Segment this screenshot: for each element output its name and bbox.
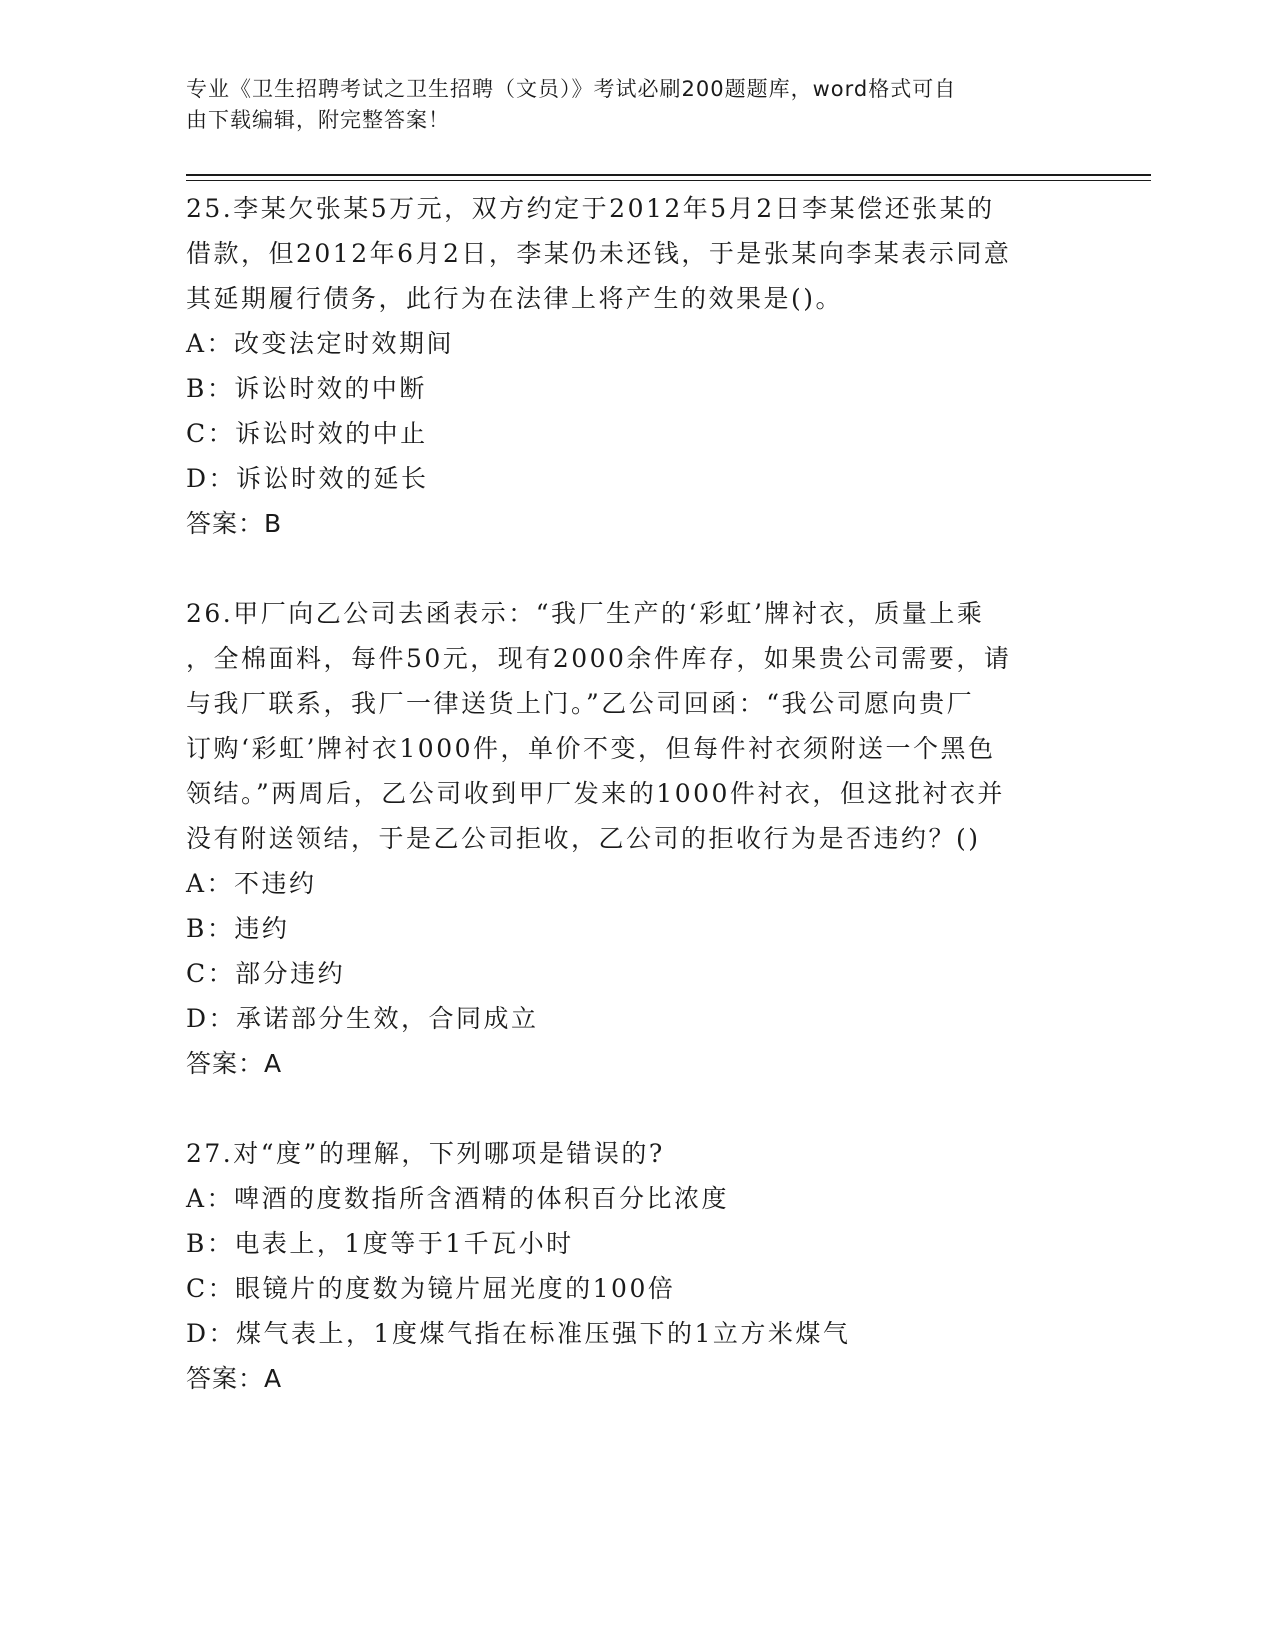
answer: 答案：A <box>186 1049 283 1078</box>
option-d: D：诉讼时效的延长 <box>186 464 429 493</box>
option-c: C：诉讼时效的中止 <box>186 419 428 448</box>
question-text-line: 其延期履行债务，此行为在法律上将产生的效果是()。 <box>186 284 844 313</box>
document-header <box>186 74 1066 136</box>
question-text-line: 订购‘彩虹’牌衬衣1000件，单价不变，但每件衬衣须附送一个黑色 <box>186 734 996 763</box>
question-spacer <box>186 1086 1086 1131</box>
option-b: B：诉讼时效的中断 <box>186 374 427 403</box>
question-26 <box>186 591 1086 1086</box>
question-text-line: 与我厂联系，我厂一律送货上门。”乙公司回函：“我公司愿向贵厂 <box>186 689 975 718</box>
question-list <box>186 186 1086 1401</box>
question-text-line: ，全棉面料，每件50元，现有2000余件库存，如果贵公司需要，请 <box>186 644 1012 673</box>
question-27 <box>186 1131 1086 1401</box>
question-text-line: 26.甲厂向乙公司去函表示：“我厂生产的‘彩虹’牌衬衣，质量上乘 <box>186 599 985 628</box>
question-text-line: 领结。”两周后，乙公司收到甲厂发来的1000件衬衣，但这批衬衣并 <box>186 779 1005 808</box>
option-a: A：不违约 <box>186 869 317 898</box>
option-a: A：啤酒的度数指所含酒精的体积百分比浓度 <box>186 1184 730 1213</box>
question-text-line: 27.对“度”的理解，下列哪项是错误的? <box>186 1139 665 1168</box>
option-b: B：电表上，1度等于1千瓦小时 <box>186 1229 574 1258</box>
header-divider-thick <box>186 174 1151 176</box>
option-b: B：违约 <box>186 914 290 943</box>
header-line-2: 由下载编辑，附完整答案！ <box>186 108 450 132</box>
option-d: D：煤气表上，1度煤气指在标准压强下的1立方米煤气 <box>186 1319 851 1348</box>
option-a: A：改变法定时效期间 <box>186 329 455 358</box>
option-d: D：承诺部分生效，合同成立 <box>186 1004 539 1033</box>
question-25 <box>186 186 1086 546</box>
header-divider-thin <box>186 180 1151 181</box>
answer: 答案：B <box>186 509 283 538</box>
option-c: C：部分违约 <box>186 959 346 988</box>
question-text-line: 没有附送领结，于是乙公司拒收，乙公司的拒收行为是否违约？() <box>186 824 981 853</box>
question-text-line: 借款，但2012年6月2日，李某仍未还钱，于是张某向李某表示同意 <box>186 239 1012 268</box>
header-line-1: 专业《卫生招聘考试之卫生招聘（文员）》考试必刷200题题库，word格式可自 <box>186 77 957 101</box>
answer: 答案：A <box>186 1364 283 1393</box>
question-text-line: 25.李某欠张某5万元，双方约定于2012年5月2日李某偿还张某的 <box>186 194 995 223</box>
option-c: C：眼镜片的度数为镜片屈光度的100倍 <box>186 1274 676 1303</box>
question-spacer <box>186 546 1086 591</box>
